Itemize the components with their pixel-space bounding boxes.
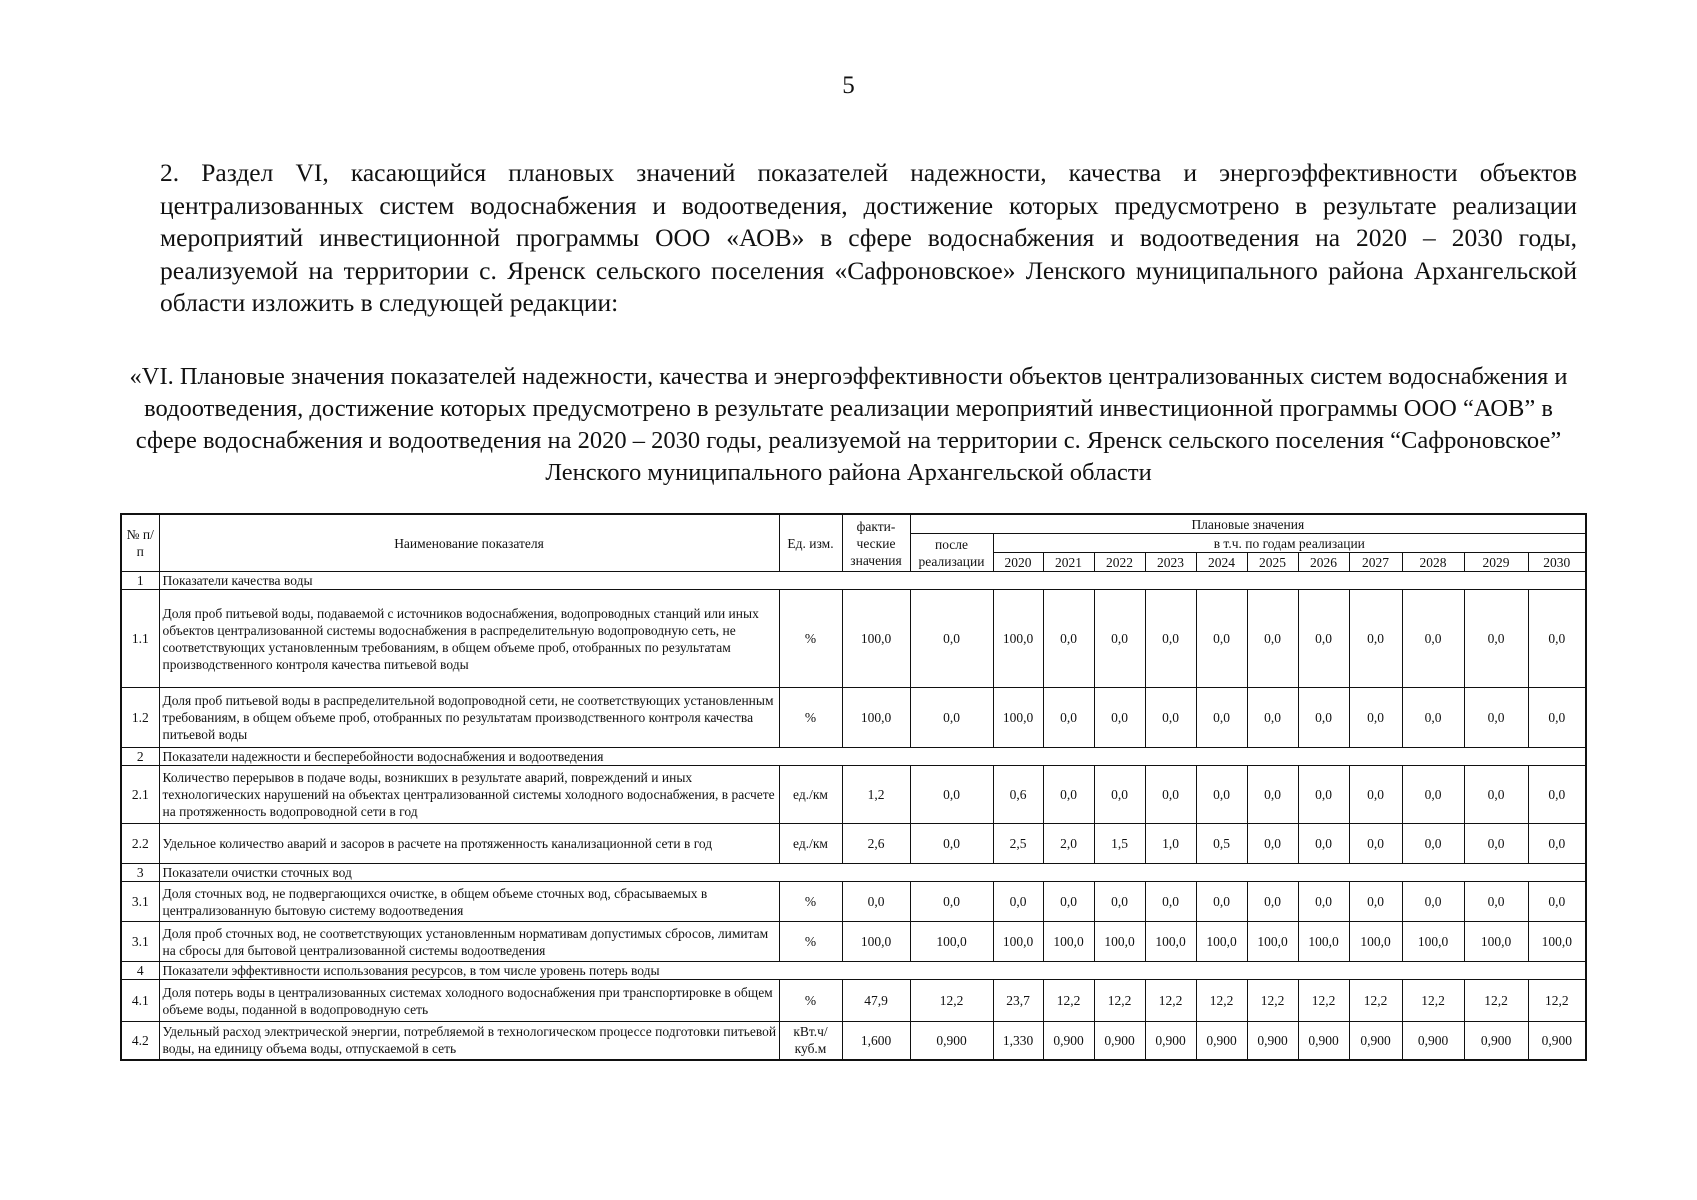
- year-value: 0,0: [1298, 766, 1349, 824]
- year-value: 100,0: [1528, 922, 1586, 962]
- year-value: 0,0: [1145, 590, 1196, 688]
- table-row: [121, 922, 1586, 962]
- header-unit: Ед. изм.: [779, 514, 842, 572]
- year-value: 0,0: [1145, 688, 1196, 748]
- unit-cell: ед./км: [779, 766, 842, 824]
- year-value: 0,0: [1298, 824, 1349, 864]
- year-value: 12,2: [1402, 980, 1464, 1022]
- after-value: 0,0: [910, 688, 993, 748]
- row-num: 4.1: [121, 980, 159, 1022]
- year-value: 100,0: [1464, 922, 1528, 962]
- indicator-name: Удельный расход электрической энергии, потребляемой в технологическом процессе подготовки питьевой воды, на единицу объема воды, отпускаемой в сеть: [159, 1022, 779, 1060]
- actual-value: 47,9: [842, 980, 910, 1022]
- after-value: 100,0: [910, 922, 993, 962]
- header-year: 2021: [1043, 553, 1094, 572]
- row-num: 2.1: [121, 766, 159, 824]
- table-group-row: [121, 962, 1586, 980]
- table-row: [121, 590, 1586, 688]
- intro-paragraph: 2. Раздел VI, касающийся плановых значений показателей надежности, качества и энергоэффективности объектов централизованных систем водоснабжения и водоотведения, достижение которых предусмотрено в результате реализации мероприятий инвестиционной программы ООО «АОВ» в сфере водоснабжения и водоотведения на 2020 – 2030 годы, реализуемой на территории с. Яренск сельского поселения «Сафроновское» Ленского муниципального района Архангельской области изложить в следующей редакции:: [160, 158, 1577, 317]
- year-value: 0,0: [1247, 688, 1298, 748]
- year-value: 0,5: [1196, 824, 1247, 864]
- header-name: Наименование показателя: [159, 514, 779, 572]
- table-row: [121, 688, 1586, 748]
- group-name: Показатели эффективности использования ресурсов, в том числе уровень потерь воды: [159, 962, 1586, 980]
- year-value: 12,2: [1464, 980, 1528, 1022]
- year-value: 0,0: [1349, 766, 1402, 824]
- year-value: 0,900: [1196, 1022, 1247, 1060]
- indicators-table-container: [120, 513, 1585, 1061]
- year-value: 100,0: [1196, 922, 1247, 962]
- year-value: 0,0: [993, 882, 1043, 922]
- group-num: 1: [121, 572, 159, 590]
- year-value: 0,0: [1247, 590, 1298, 688]
- year-value: 0,0: [1528, 766, 1586, 824]
- header-planned: Плановые значения: [910, 514, 1586, 534]
- actual-value: 100,0: [842, 590, 910, 688]
- section-title: «VI. Плановые значения показателей надежности, качества и энергоэффективности объектов централизованных систем водоснабжения и водоотведения, достижение которых предусмотрено в результате реализации мероприятий инвестиционной программы ООО “АОВ” в сфере водоснабжения и водоотведения на 2020 – 2030 годы, реализуемой на территории с. Яренск сельского поселения “Сафроновское” Ленского муниципального района Архангельской области: [129, 363, 1568, 486]
- year-value: 12,2: [1298, 980, 1349, 1022]
- year-value: 100,0: [993, 590, 1043, 688]
- header-year: 2023: [1145, 553, 1196, 572]
- header-by-year: в т.ч. по годам реализации: [993, 534, 1586, 553]
- page-number: 5: [842, 72, 855, 99]
- year-value: 0,900: [1402, 1022, 1464, 1060]
- year-value: 0,0: [1247, 766, 1298, 824]
- actual-value: 1,2: [842, 766, 910, 824]
- group-num: 3: [121, 864, 159, 882]
- year-value: 0,0: [1349, 590, 1402, 688]
- unit-cell: %: [779, 922, 842, 962]
- unit-cell: ед./км: [779, 824, 842, 864]
- year-value: 2,5: [993, 824, 1043, 864]
- year-value: 0,900: [1528, 1022, 1586, 1060]
- table-row: [121, 882, 1586, 922]
- after-value: 0,0: [910, 590, 993, 688]
- table-row: [121, 1022, 1586, 1060]
- year-value: 0,900: [1145, 1022, 1196, 1060]
- header-year: 2027: [1349, 553, 1402, 572]
- year-value: 0,0: [1196, 688, 1247, 748]
- year-value: 23,7: [993, 980, 1043, 1022]
- header-year: 2030: [1528, 553, 1586, 572]
- year-value: 0,0: [1402, 590, 1464, 688]
- year-value: 0,0: [1402, 688, 1464, 748]
- table-group-row: [121, 572, 1586, 590]
- year-value: 0,0: [1298, 688, 1349, 748]
- year-value: 12,2: [1145, 980, 1196, 1022]
- year-value: 0,0: [1349, 882, 1402, 922]
- year-value: 1,0: [1145, 824, 1196, 864]
- year-value: 0,0: [1402, 766, 1464, 824]
- row-num: 1.2: [121, 688, 159, 748]
- year-value: 0,0: [1247, 824, 1298, 864]
- after-value: 0,0: [910, 766, 993, 824]
- year-value: 100,0: [1043, 922, 1094, 962]
- year-value: 100,0: [1349, 922, 1402, 962]
- year-value: 0,0: [1094, 766, 1145, 824]
- year-value: 0,0: [1043, 590, 1094, 688]
- after-value: 12,2: [910, 980, 993, 1022]
- year-value: 0,0: [1247, 882, 1298, 922]
- year-value: 0,0: [1464, 824, 1528, 864]
- indicator-name: Доля проб сточных вод, не соответствующих установленным нормативам допустимых сбросов, лимитам на сбросы для бытовой централизованной системы водоотведения: [159, 922, 779, 962]
- year-value: 0,0: [1464, 590, 1528, 688]
- year-value: 0,6: [993, 766, 1043, 824]
- table-group-row: [121, 864, 1586, 882]
- indicator-name: Количество перерывов в подаче воды, возникших в результате аварий, повреждений и иных технологических нарушений на объектах централизованной системы холодного водоснабжения, в расчете на протяженность водопроводной сети в год: [159, 766, 779, 824]
- year-value: 1,5: [1094, 824, 1145, 864]
- year-value: 0,0: [1145, 882, 1196, 922]
- header-num: № п/п: [121, 514, 159, 572]
- year-value: 0,0: [1043, 688, 1094, 748]
- indicator-name: Доля потерь воды в централизованных системах холодного водоснабжения при транспортировке в общем объеме воды, поданной в водопроводную сеть: [159, 980, 779, 1022]
- indicator-name: Доля сточных вод, не подвергающихся очистке, в общем объеме сточных вод, сбрасываемых в централизованную бытовую систему водоотведения: [159, 882, 779, 922]
- year-value: 0,0: [1094, 882, 1145, 922]
- indicator-name: Доля проб питьевой воды, подаваемой с источников водоснабжения, водопроводных станций или иных объектов централизованной системы водоснабжения в распределительную водопроводную сеть, не соответствующих установленным требованиям, в общем объеме проб, отобранных по результатам производственного контроля качества питьевой воды: [159, 590, 779, 688]
- actual-value: 1,600: [842, 1022, 910, 1060]
- actual-value: 100,0: [842, 688, 910, 748]
- year-value: 0,0: [1402, 882, 1464, 922]
- year-value: 0,0: [1043, 882, 1094, 922]
- unit-cell: %: [779, 590, 842, 688]
- actual-value: 0,0: [842, 882, 910, 922]
- header-after: после реализации: [910, 534, 993, 572]
- year-value: 0,0: [1094, 590, 1145, 688]
- year-value: 0,0: [1094, 688, 1145, 748]
- year-value: 12,2: [1528, 980, 1586, 1022]
- year-value: 100,0: [1145, 922, 1196, 962]
- year-value: 12,2: [1247, 980, 1298, 1022]
- year-value: 0,0: [1145, 766, 1196, 824]
- actual-value: 2,6: [842, 824, 910, 864]
- year-value: 0,900: [1464, 1022, 1528, 1060]
- table-row: [121, 824, 1586, 864]
- year-value: 2,0: [1043, 824, 1094, 864]
- year-value: 0,0: [1528, 590, 1586, 688]
- year-value: 0,0: [1196, 882, 1247, 922]
- header-year: 2024: [1196, 553, 1247, 572]
- row-num: 3.1: [121, 882, 159, 922]
- header-year: 2029: [1464, 553, 1528, 572]
- year-value: 0,0: [1196, 766, 1247, 824]
- year-value: 0,0: [1349, 824, 1402, 864]
- header-actual: факти-ческие значения: [842, 514, 910, 572]
- year-value: 0,0: [1528, 882, 1586, 922]
- table-row: [121, 980, 1586, 1022]
- indicator-name: Доля проб питьевой воды в распределительной водопроводной сети, не соответствующих установленным требованиям, в общем объеме проб, отобранных по результатам производственного контроля качества питьевой воды: [159, 688, 779, 748]
- year-value: 0,0: [1196, 590, 1247, 688]
- year-value: 100,0: [1247, 922, 1298, 962]
- year-value: 100,0: [1094, 922, 1145, 962]
- year-value: 100,0: [993, 922, 1043, 962]
- header-year: 2022: [1094, 553, 1145, 572]
- unit-cell: %: [779, 688, 842, 748]
- group-name: Показатели надежности и бесперебойности водоснабжения и водоотведения: [159, 748, 1586, 766]
- table-body: [121, 572, 1586, 1060]
- actual-value: 100,0: [842, 922, 910, 962]
- group-name: Показатели очистки сточных вод: [159, 864, 1586, 882]
- group-name: Показатели качества воды: [159, 572, 1586, 590]
- year-value: 100,0: [1298, 922, 1349, 962]
- row-num: 3.1: [121, 922, 159, 962]
- year-value: 0,900: [1247, 1022, 1298, 1060]
- year-value: 0,0: [1464, 688, 1528, 748]
- year-value: 0,900: [1043, 1022, 1094, 1060]
- year-value: 0,0: [1464, 766, 1528, 824]
- group-num: 2: [121, 748, 159, 766]
- after-value: 0,0: [910, 824, 993, 864]
- table-group-row: [121, 748, 1586, 766]
- year-value: 0,0: [1043, 766, 1094, 824]
- unit-cell: %: [779, 882, 842, 922]
- year-value: 12,2: [1094, 980, 1145, 1022]
- year-value: 100,0: [1402, 922, 1464, 962]
- table-row: [121, 766, 1586, 824]
- year-value: 12,2: [1349, 980, 1402, 1022]
- header-year: 2026: [1298, 553, 1349, 572]
- year-value: 0,0: [1528, 688, 1586, 748]
- indicator-name: Удельное количество аварий и засоров в расчете на протяженность канализационной сети в год: [159, 824, 779, 864]
- year-value: 12,2: [1196, 980, 1247, 1022]
- header-row-1: [121, 514, 1586, 534]
- year-value: 0,0: [1298, 590, 1349, 688]
- row-num: 1.1: [121, 590, 159, 688]
- year-value: 0,0: [1528, 824, 1586, 864]
- after-value: 0,0: [910, 882, 993, 922]
- after-value: 0,900: [910, 1022, 993, 1060]
- row-num: 2.2: [121, 824, 159, 864]
- year-value: 1,330: [993, 1022, 1043, 1060]
- unit-cell: %: [779, 980, 842, 1022]
- header-year: 2025: [1247, 553, 1298, 572]
- header-year: 2020: [993, 553, 1043, 572]
- year-value: 0,0: [1464, 882, 1528, 922]
- year-value: 0,900: [1298, 1022, 1349, 1060]
- year-value: 100,0: [993, 688, 1043, 748]
- unit-cell: кВт.ч/куб.м: [779, 1022, 842, 1060]
- year-value: 0,900: [1094, 1022, 1145, 1060]
- year-value: 12,2: [1043, 980, 1094, 1022]
- group-num: 4: [121, 962, 159, 980]
- year-value: 0,0: [1402, 824, 1464, 864]
- year-value: 0,900: [1349, 1022, 1402, 1060]
- row-num: 4.2: [121, 1022, 159, 1060]
- header-year: 2028: [1402, 553, 1464, 572]
- indicators-table: [120, 513, 1587, 1061]
- year-value: 0,0: [1298, 882, 1349, 922]
- year-value: 0,0: [1349, 688, 1402, 748]
